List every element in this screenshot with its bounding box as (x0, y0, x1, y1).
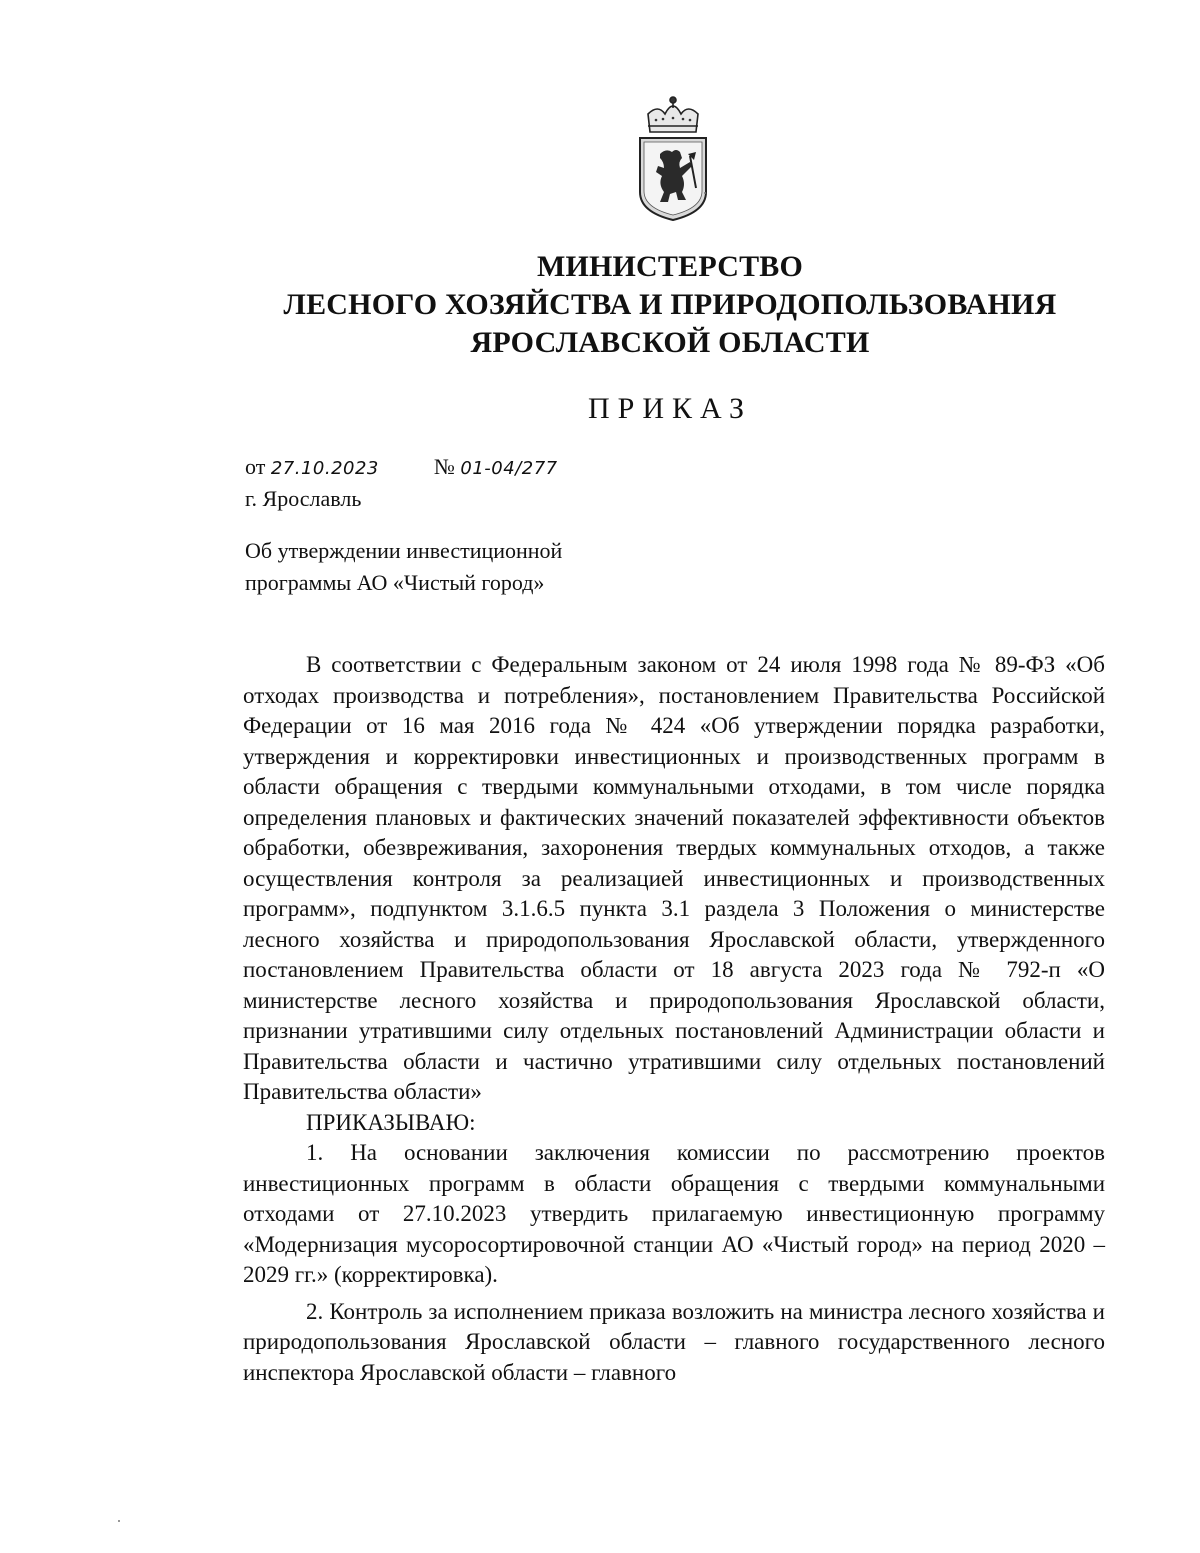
subject-line-2: программы АО «Чистый город» (245, 570, 545, 595)
subject-line-1: Об утверждении инвестиционной (245, 538, 563, 563)
order-word: ПРИКАЗЫВАЮ: (306, 1109, 476, 1135)
ministry-header (250, 248, 1090, 362)
document-subject (245, 535, 562, 599)
preamble-paragraph: В соответствии с Федеральным законом от 24 июля 1998 года № 89-ФЗ «Об отходах производства и потребления», постановлением Правительства Российской Федерации от 16 мая 2016 года № 424 «Об утверждении порядка разработки, утверждения и корректировки инвестиционных и производственных программ в области обращения с твердыми коммунальными отходами, в том числе порядка определения плановых и фактических значений показателей эффективности объектов обработки, обезвреживания, захоронения твердых коммунальных отходов, а также осуществления контроля за реализацией инвестиционных и производственных программ», подпунктом 3.1.6.5 пункта 3.1 раздела 3 Положения о министерстве лесного хозяйства и природопользования Ярославской области, утвержденного постановлением Правительства области от 18 августа 2023 года № 792-п «О министерстве лесного хозяйства и природопользования Ярославской области, признании утратившими силу отдельных постановлений Администрации области и Правительства области и частично утратившими силу отдельных постановлений Правительства области» (243, 652, 1105, 1104)
document-meta (245, 452, 558, 514)
yaroslavl-coat-of-arms-icon (630, 92, 716, 224)
date-prefix: от (245, 454, 266, 479)
number-prefix: № (433, 454, 455, 479)
order-item-2: 2. Контроль за исполнением приказа возложить на министра лесного хозяйства и природопользования Ярославской области – главного государственного лесного инспектора Ярославской области – главного (243, 1298, 1105, 1385)
header-line-region: ЯРОСЛАВСКОЙ ОБЛАСТИ (470, 326, 870, 359)
scan-speck (704, 192, 706, 194)
document-type-title: ПРИКАЗ (588, 392, 752, 425)
city: г. Ярославль (245, 486, 362, 511)
scan-speck (118, 1520, 120, 1522)
header-line-department: ЛЕСНОГО ХОЗЯЙСТВА И ПРИРОДОПОЛЬЗОВАНИЯ (283, 288, 1057, 321)
order-item-1: 1. На основании заключения комиссии по рассмотрению проектов инвестиционных программ в области обращения с твердыми коммунальными отходами от 27.10.2023 утвердить прилагаемую инвестиционную программу «Модернизация мусоросортировочной станции АО «Чистый город» на период 2020 – 2029 гг.» (корректировка). (243, 1140, 1105, 1287)
number-handwritten: 01-04/277 (460, 458, 558, 479)
document-body (243, 650, 1105, 1388)
date-handwritten: 27.10.2023 (270, 458, 379, 479)
date-number-row (245, 452, 558, 484)
header-line-ministry: МИНИСТЕРСТВО (536, 250, 804, 283)
